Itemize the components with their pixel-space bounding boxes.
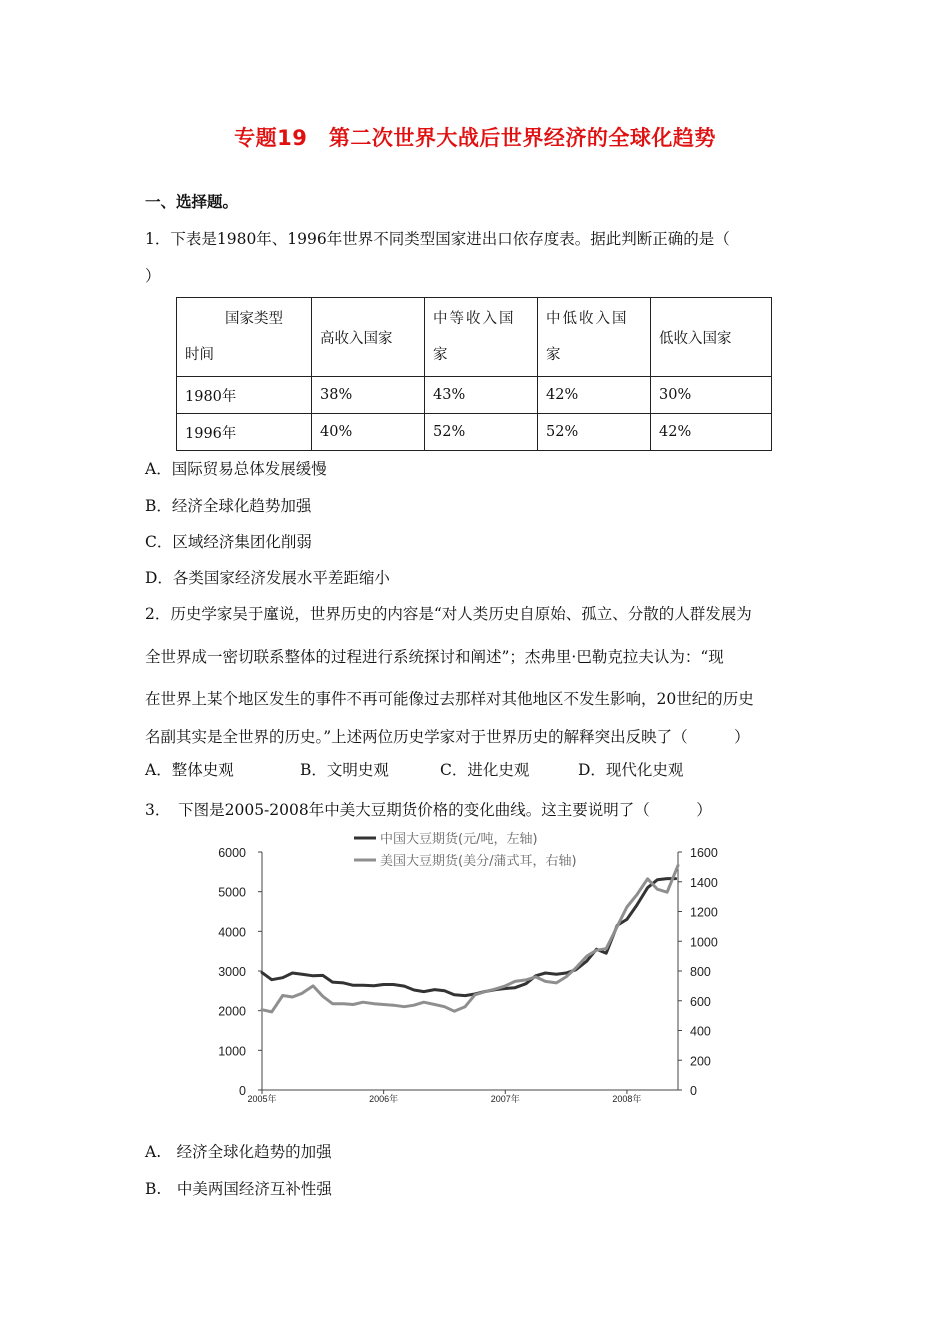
table-header-row — [177, 298, 772, 377]
corner-top-label: 国家类型 — [225, 311, 283, 327]
q1-option-d: D．各类国家经济发展水平差距缩小 — [145, 569, 390, 587]
left-tick-label: 4000 — [218, 925, 246, 940]
table-cell: 42% — [538, 377, 651, 414]
left-tick-label: 6000 — [218, 846, 246, 860]
left-tick-label: 2000 — [218, 1004, 246, 1019]
q2-text-line1: 2．历史学家吴于廑说，世界历史的内容是“对人类历史自原始、孤立、分散的人群发展为 — [145, 605, 752, 623]
row-year-cell: 1980年 — [177, 377, 312, 414]
usa-soybean-series-line — [262, 865, 678, 1012]
col-header-middle-b: 家 — [433, 347, 448, 363]
document-title: 专题19 第二次世界大战后世界经济的全球化趋势 — [234, 126, 716, 150]
right-tick-label: 1200 — [690, 905, 718, 920]
col-header-lower-middle-b: 家 — [546, 347, 561, 363]
col-header-middle-a: 中等收入国 — [433, 311, 516, 327]
col-header-lower-middle-a: 中低收入国 — [546, 311, 629, 327]
corner-bottom-label: 时间 — [185, 347, 214, 363]
left-tick-label: 5000 — [218, 885, 246, 900]
table-cell: 38% — [312, 377, 425, 414]
col-header-lower-middle-income — [538, 298, 651, 377]
q2-option-b: B．文明史观 — [300, 761, 389, 779]
q1-option-a: A．国际贸易总体发展缓慢 — [145, 460, 327, 478]
q1-stem-line2: ） — [145, 267, 161, 285]
legend-label: 中国大豆期货(元/吨，左轴) — [380, 832, 538, 847]
q3-stem: 3． 下图是2005-2008年中美大豆期货价格的变化曲线。这主要说明了（ ） — [145, 801, 712, 819]
q1-stem-line1: 1．下表是1980年、1996年世界不同类型国家进出口依存度表。据此判断正确的是（ — [145, 230, 730, 248]
right-tick-label: 1000 — [690, 935, 718, 950]
x-tick-label: 2005年 — [247, 1094, 277, 1104]
left-tick-label: 3000 — [218, 965, 246, 979]
right-tick-label: 200 — [690, 1054, 711, 1069]
x-tick-label: 2008年 — [612, 1094, 642, 1104]
q2-option-d: D．现代化史观 — [578, 761, 684, 779]
col-header-middle-income — [425, 298, 538, 377]
x-tick-label: 2007年 — [490, 1094, 520, 1104]
col-header-low-income: 低收入国家 — [651, 298, 772, 377]
q2-option-a: A．整体史观 — [145, 761, 234, 779]
q1-option-c: C．区域经济集团化削弱 — [145, 533, 312, 551]
right-tick-label: 0 — [690, 1084, 697, 1098]
col-header-high-income: 高收入国家 — [312, 298, 425, 377]
q2-text-line4: 名副其实是全世界的历史。”上述两位历史学家对于世界历史的解释突出反映了（ ） — [145, 728, 750, 746]
right-tick-label: 600 — [690, 994, 711, 1009]
q2-option-c: C．进化史观 — [440, 761, 530, 779]
table-cell: 52% — [538, 414, 651, 451]
x-tick-label: 2006年 — [369, 1094, 399, 1104]
q3-option-b: B. 中美两国经济互补性强 — [145, 1180, 332, 1198]
table-corner-cell — [177, 298, 312, 377]
table-cell: 43% — [425, 377, 538, 414]
q1-option-b: B．经济全球化趋势加强 — [145, 497, 312, 515]
section-heading: 一、选择题。 — [145, 193, 239, 211]
q2-text-line2: 全世界成一密切联系整体的过程进行系统探讨和阐述”；杰弗里·巴勒克拉夫认为：“现 — [145, 648, 724, 666]
table-cell: 40% — [312, 414, 425, 451]
table-cell: 30% — [651, 377, 772, 414]
right-tick-label: 1400 — [690, 875, 718, 890]
q3-option-a: A. 经济全球化趋势的加强 — [145, 1143, 332, 1161]
legend-label: 美国大豆期货(美分/蒲式耳，右轴) — [380, 854, 577, 869]
right-tick-label: 800 — [690, 965, 711, 979]
soybean-futures-chart — [206, 826, 726, 1111]
row-year-cell: 1996年 — [177, 414, 312, 451]
table-row — [177, 377, 772, 414]
dependency-table — [176, 297, 772, 451]
table-cell: 42% — [651, 414, 772, 451]
q2-options — [145, 758, 683, 780]
right-tick-label: 400 — [690, 1024, 711, 1039]
table-cell: 52% — [425, 414, 538, 451]
q2-text-line3: 在世界上某个地区发生的事件不再可能像过去那样对其他地区不发生影响，20世纪的历史 — [145, 690, 754, 708]
left-tick-label: 0 — [239, 1084, 246, 1098]
right-tick-label: 1600 — [690, 846, 718, 860]
table-row — [177, 414, 772, 451]
left-tick-label: 1000 — [218, 1044, 246, 1059]
